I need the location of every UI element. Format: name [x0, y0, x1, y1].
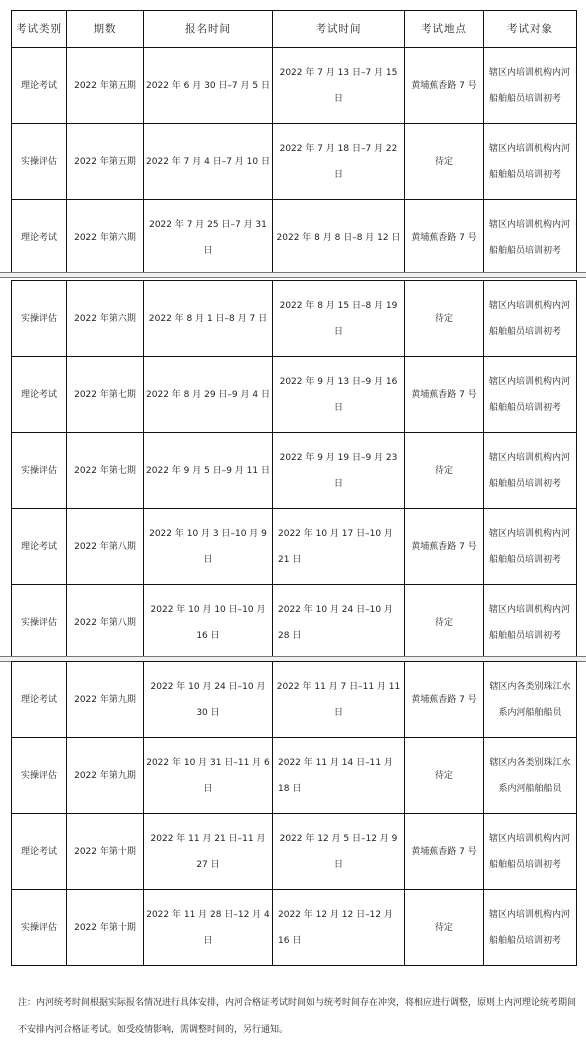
- category-cell: 理论考试: [12, 200, 67, 276]
- location-cell: 待定: [405, 890, 484, 966]
- header-exam-target: 考试对象: [484, 11, 577, 48]
- exam-time-cell: 2022 年 7 月 18 日–7 月 22 日: [273, 124, 405, 200]
- category-cell: 实操评估: [12, 124, 67, 200]
- location-cell: 待定: [405, 124, 484, 200]
- table-row: [12, 281, 577, 357]
- period-cell: 2022 年第七期: [67, 433, 144, 509]
- target-cell: 辖区内培训机构内河船舶船员培训初考: [484, 200, 577, 276]
- target-cell: 辖区内培训机构内河船舶船员培训初考: [484, 433, 577, 509]
- schedule-table-part-3: [11, 661, 577, 966]
- target-cell: 辖区内培训机构内河船舶船员培训初考: [484, 124, 577, 200]
- period-cell: 2022 年第九期: [67, 662, 144, 738]
- table-row: [12, 662, 577, 738]
- footnote: 注：内河统考时间根据实际报名情况进行具体安排，内河合格证考试时间如与统考时间存在冲突，将相应进行调整，原则上内河理论统考期间不安排内河合格证考试。如受疫情影响，需调整时间的，另行通知。: [18, 998, 577, 1035]
- target-cell: 辖区内培训机构内河船舶船员培训初考: [484, 509, 577, 585]
- location-cell: 待定: [405, 281, 484, 357]
- category-cell: 理论考试: [12, 48, 67, 124]
- period-cell: 2022 年第七期: [67, 357, 144, 433]
- category-cell: 理论考试: [12, 814, 67, 890]
- table-row: [12, 48, 577, 124]
- table-row: [12, 509, 577, 585]
- period-cell: 2022 年第五期: [67, 124, 144, 200]
- registration-time-cell: 2022 年 10 月 3 日–10 月 9 日: [144, 509, 273, 585]
- category-cell: 实操评估: [12, 738, 67, 814]
- registration-time-cell: 2022 年 7 月 4 日–7 月 10 日: [144, 124, 273, 200]
- period-cell: 2022 年第八期: [67, 509, 144, 585]
- category-cell: 实操评估: [12, 433, 67, 509]
- registration-time-cell: 2022 年 6 月 30 日–7 月 5 日: [144, 48, 273, 124]
- exam-time-cell: 2022 年 11 月 7 日–11 月 11 日: [273, 662, 405, 738]
- registration-time-cell: 2022 年 11 月 28 日–12 月 4 日: [144, 890, 273, 966]
- period-cell: 2022 年第五期: [67, 48, 144, 124]
- period-cell: 2022 年第十期: [67, 814, 144, 890]
- target-cell: 辖区内培训机构内河船舶船员培训初考: [484, 357, 577, 433]
- target-cell: 辖区内培训机构内河船舶船员培训初考: [484, 890, 577, 966]
- exam-time-cell: 2022 年 12 月 12 日–12 月 16 日: [273, 890, 405, 966]
- registration-time-cell: 2022 年 7 月 25 日–7 月 31 日: [144, 200, 273, 276]
- table-row: [12, 124, 577, 200]
- category-cell: 实操评估: [12, 281, 67, 357]
- location-cell: 黄埔蕉香路 7 号: [405, 357, 484, 433]
- exam-time-cell: 2022 年 9 月 19 日–9 月 23 日: [273, 433, 405, 509]
- exam-time-cell: 2022 年 7 月 13 日–7 月 15 日: [273, 48, 405, 124]
- table-row: [12, 200, 577, 276]
- location-cell: 待定: [405, 585, 484, 661]
- exam-time-cell: 2022 年 8 月 8 日–8 月 12 日: [273, 200, 405, 276]
- period-cell: 2022 年第六期: [67, 281, 144, 357]
- category-cell: 理论考试: [12, 509, 67, 585]
- location-cell: 黄埔蕉香路 7 号: [405, 200, 484, 276]
- location-cell: 待定: [405, 738, 484, 814]
- table-row: [12, 357, 577, 433]
- target-cell: 辖区内培训机构内河船舶船员培训初考: [484, 48, 577, 124]
- period-cell: 2022 年第六期: [67, 200, 144, 276]
- registration-time-cell: 2022 年 8 月 29 日–9 月 4 日: [144, 357, 273, 433]
- target-cell: 辖区内培训机构内河船舶船员培训初考: [484, 814, 577, 890]
- header-registration-time: 报名时间: [144, 11, 273, 48]
- location-cell: 待定: [405, 433, 484, 509]
- period-cell: 2022 年第十期: [67, 890, 144, 966]
- exam-time-cell: 2022 年 10 月 17 日–10 月 21 日: [273, 509, 405, 585]
- header-exam-location: 考试地点: [405, 11, 484, 48]
- exam-time-cell: 2022 年 10 月 24 日–10 月 28 日: [273, 585, 405, 661]
- table-row: [12, 433, 577, 509]
- header-period: 期数: [67, 11, 144, 48]
- table-header-row: [12, 11, 577, 48]
- category-cell: 理论考试: [12, 662, 67, 738]
- table-row: [12, 814, 577, 890]
- header-exam-time: 考试时间: [273, 11, 405, 48]
- page-break: [0, 272, 586, 278]
- registration-time-cell: 2022 年 9 月 5 日–9 月 11 日: [144, 433, 273, 509]
- exam-time-cell: 2022 年 8 月 15 日–8 月 19 日: [273, 281, 405, 357]
- target-cell: 辖区内各类别珠江水系内河船舶船员: [484, 662, 577, 738]
- schedule-table-part-1: [11, 10, 577, 276]
- registration-time-cell: 2022 年 10 月 31 日–11 月 6 日: [144, 738, 273, 814]
- exam-time-cell: 2022 年 9 月 13 日–9 月 16 日: [273, 357, 405, 433]
- registration-time-cell: 2022 年 10 月 10 日–10 月 16 日: [144, 585, 273, 661]
- registration-time-cell: 2022 年 10 月 24 日–10 月 30 日: [144, 662, 273, 738]
- target-cell: 辖区内培训机构内河船舶船员培训初考: [484, 585, 577, 661]
- target-cell: 辖区内各类别珠江水系内河船舶船员: [484, 738, 577, 814]
- category-cell: 实操评估: [12, 585, 67, 661]
- period-cell: 2022 年第九期: [67, 738, 144, 814]
- location-cell: 黄埔蕉香路 7 号: [405, 814, 484, 890]
- period-cell: 2022 年第八期: [67, 585, 144, 661]
- exam-time-cell: 2022 年 11 月 14 日–11 月 18 日: [273, 738, 405, 814]
- schedule-table-part-2: [11, 280, 577, 661]
- registration-time-cell: 2022 年 8 月 1 日–8 月 7 日: [144, 281, 273, 357]
- registration-time-cell: 2022 年 11 月 21 日–11 月 27 日: [144, 814, 273, 890]
- target-cell: 辖区内培训机构内河船舶船员培训初考: [484, 281, 577, 357]
- header-category: 考试类别: [12, 11, 67, 48]
- location-cell: 黄埔蕉香路 7 号: [405, 662, 484, 738]
- exam-time-cell: 2022 年 12 月 5 日–12 月 9 日: [273, 814, 405, 890]
- location-cell: 黄埔蕉香路 7 号: [405, 48, 484, 124]
- category-cell: 理论考试: [12, 357, 67, 433]
- location-cell: 黄埔蕉香路 7 号: [405, 509, 484, 585]
- table-row: [12, 738, 577, 814]
- category-cell: 实操评估: [12, 890, 67, 966]
- table-row: [12, 585, 577, 661]
- table-row: [12, 890, 577, 966]
